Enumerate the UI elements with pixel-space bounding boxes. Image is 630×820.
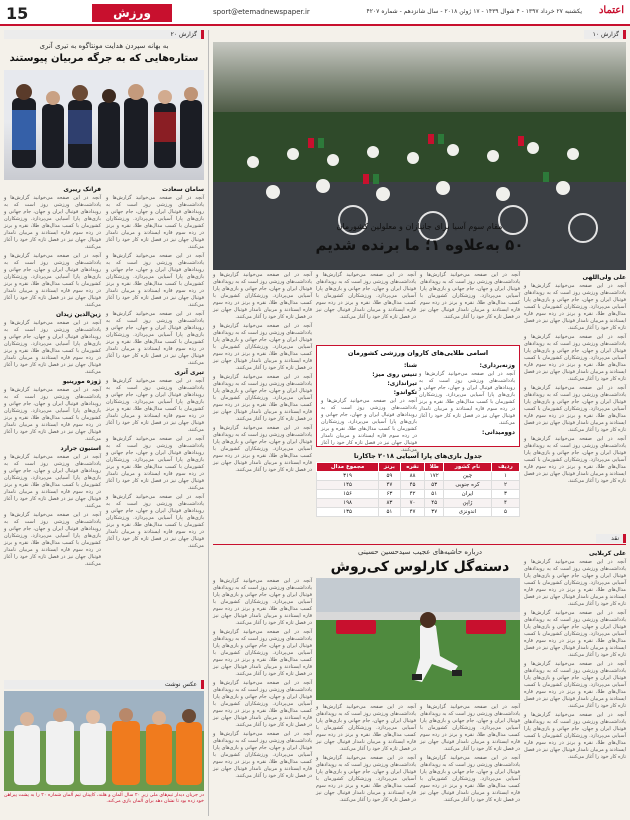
medal-table-cell: ۳۱۹: [317, 472, 379, 481]
left-body-5: آنچه در این صفحه می‌خوانید گزارش‌ها و یادداشت‌های ورزشی روز است که به رویدادهای فوتبال ایران و جهان، جام جهانی و بازی‌های پارا آسیایی می‌پردازد. ورزشکاران کشورمان با کسب مدال‌های طلا، نقره و برنز در رده سوم قاره ایستادند و مربیان نامدار فوتبال جهان نیز در فصل تازه کار خود را آغاز می‌کنند.: [4, 454, 101, 509]
left-body-9: آنچه در این صفحه می‌خوانید گزارش‌ها و یادداشت‌های ورزشی روز است که به رویدادهای فوتبال ایران و جهان، جام جهانی و بازی‌های پارا آسیایی می‌پردازد. ورزشکاران کشورمان با کسب مدال‌های طلا، نقره و برنز در رده سوم قاره ایستادند و مربیان نامدار فوتبال جهان نیز در فصل تازه کار خود را آغاز می‌کنند.: [106, 311, 204, 366]
lower-body-4: آنچه در این صفحه می‌خوانید گزارش‌ها و یادداشت‌های ورزشی روز است که به رویدادهای فوتبال ایران و جهان، جام جهانی و بازی‌های پارا آسیایی می‌پردازد. ورزشکاران کشورمان با کسب مدال‌های طلا، نقره و برنز در رده سوم قاره ایستادند و مربیان نامدار فوتبال جهان نیز در فصل تازه کار خود را آغاز می‌کنند.: [524, 712, 626, 760]
medal-table-block: [316, 452, 520, 517]
medal-table-cell: ۱۷۲: [425, 472, 444, 481]
lower-body-10: آنچه در این صفحه می‌خوانید گزارش‌ها و یادداشت‌های ورزشی روز است که به رویدادهای فوتبال ایران و جهان، جام جهانی و بازی‌های پارا آسیایی می‌پردازد. ورزشکاران کشورمان با کسب مدال‌های طلا، نقره و برنز در رده سوم قاره ایستادند و مربیان نامدار فوتبال جهان نیز در فصل تازه کار خود را آغاز می‌کنند.: [420, 755, 520, 803]
left-subhead-3: تیری آنری: [174, 369, 204, 376]
gold-box-line-5: تیراندازی:: [387, 380, 417, 387]
medal-table-cell: ایران: [444, 490, 492, 499]
medal-table-cell: ۷۰: [400, 499, 425, 508]
medal-table-cell: ۴۷: [400, 508, 425, 517]
medal-table-header: مجموع مدال: [317, 463, 379, 472]
medal-table-cell: چین: [444, 472, 492, 481]
medal-table-header: ردیف: [491, 463, 519, 472]
medal-table-cell: ۵۹: [379, 472, 401, 481]
critique-tag: نقد: [596, 534, 626, 543]
main-body-4: آنچه در این صفحه می‌خوانید گزارش‌ها و یادداشت‌های ورزشی روز است که به رویدادهای فوتبال ایران و جهان، جام جهانی و بازی‌های پارا آسیایی می‌پردازد. ورزشکاران کشورمان با کسب مدال‌های طلا، نقره و برنز در رده سوم قاره ایستادند و مربیان نامدار فوتبال جهان نیز در فصل تازه کار خود را آغاز می‌کنند.: [524, 436, 626, 484]
medal-table-header: برنز: [379, 463, 401, 472]
medal-table-cell: ۱۹۸: [317, 499, 379, 508]
main-col-2: [420, 272, 520, 342]
medal-table-row: [317, 472, 520, 481]
main-body-7: آنچه در این صفحه می‌خوانید گزارش‌ها و یادداشت‌های ورزشی روز است که به رویدادهای فوتبال ایران و جهان، جام جهانی و بازی‌های پارا آسیایی می‌پردازد. ورزشکاران کشورمان با کسب مدال‌های طلا، نقره و برنز در رده سوم قاره ایستادند و مربیان نامدار فوتبال جهان نیز در فصل تازه کار خود را آغاز می‌کنند.: [213, 272, 312, 320]
lower-body-11: آنچه در این صفحه می‌خوانید گزارش‌ها و یادداشت‌های ورزشی روز است که به رویدادهای فوتبال ایران و جهان، جام جهانی و بازی‌های پارا آسیایی می‌پردازد. ورزشکاران کشورمان با کسب مدال‌های طلا، نقره و برنز در رده سوم قاره ایستادند و مربیان نامدار فوتبال جهان نیز در فصل تازه کار خود را آغاز می‌کنند.: [316, 704, 416, 752]
medal-table-cell: ۱۳۵: [317, 508, 379, 517]
medal-table: [316, 462, 520, 517]
gold-box-line-3: شنا:: [403, 362, 417, 369]
gold-box-line-4: تنیس روی میز:: [372, 371, 417, 378]
gold-box-title: اسامی طلایی‌های کاروان ورزشی کشورمان: [347, 349, 489, 357]
main-body-5: آنچه در این صفحه می‌خوانید گزارش‌ها و یادداشت‌های ورزشی روز است که به رویدادهای فوتبال ایران و جهان، جام جهانی و بازی‌های پارا آسیایی می‌پردازد. ورزشکاران کشورمان با کسب مدال‌های طلا، نقره و برنز در رده سوم قاره ایستادند و مربیان نامدار فوتبال جهان نیز در فصل تازه کار خود را آغاز می‌کنند.: [420, 272, 520, 320]
lower-col-4: [213, 578, 312, 816]
gold-box-col-a: [419, 360, 515, 444]
medal-table-header: نقره: [400, 463, 425, 472]
left-subhead-4: ژوزه مورینیو: [62, 378, 101, 385]
medal-table-cell: ۲: [491, 481, 519, 490]
medal-table-row: [317, 508, 520, 517]
newspaper-logo: اعتماد: [598, 5, 624, 16]
page-header: [0, 0, 630, 26]
lower-col-2: [420, 704, 520, 816]
left-subhead-1: فرانک ریبری: [63, 186, 101, 193]
medal-table-cell: ۵۱: [425, 490, 444, 499]
section-email[interactable]: sport@etemadnewspaper.ir: [213, 8, 310, 16]
report-tag-left: گزارش ۲۰: [4, 30, 204, 39]
main-body-9: آنچه در این صفحه می‌خوانید گزارش‌ها و یادداشت‌های ورزشی روز است که به رویدادهای فوتبال ایران و جهان، جام جهانی و بازی‌های پارا آسیایی می‌پردازد. ورزشکاران کشورمان با کسب مدال‌های طلا، نقره و برنز در رده سوم قاره ایستادند و مربیان نامدار فوتبال جهان نیز در فصل تازه کار خود را آغاز می‌کنند.: [213, 374, 312, 422]
left-body-8: آنچه در این صفحه می‌خوانید گزارش‌ها و یادداشت‌های ورزشی روز است که به رویدادهای فوتبال ایران و جهان، جام جهانی و بازی‌های پارا آسیایی می‌پردازد. ورزشکاران کشورمان با کسب مدال‌های طلا، نقره و برنز در رده سوم قاره ایستادند و مربیان نامدار فوتبال جهان نیز در فصل تازه کار خود را آغاز می‌کنند.: [106, 253, 204, 308]
section-divider: [213, 544, 626, 545]
medal-table-cell: ۱۴۵: [317, 481, 379, 490]
medal-table-cell: ۵۳: [425, 481, 444, 490]
main-headline: ۵۰ به‌علاوه ۱؛ ما برنده شدیم: [315, 236, 524, 254]
medal-table-row: [317, 499, 520, 508]
lower-body-12: آنچه در این صفحه می‌خوانید گزارش‌ها و یادداشت‌های ورزشی روز است که به رویدادهای فوتبال ایران و جهان، جام جهانی و بازی‌های پارا آسیایی می‌پردازد. ورزشکاران کشورمان با کسب مدال‌های طلا، نقره و برنز در رده سوم قاره ایستادند و مربیان نامدار فوتبال جهان نیز در فصل تازه کار خود را آغاز می‌کنند.: [316, 755, 416, 803]
main-byline: علی ولی‌اللهی: [582, 274, 626, 281]
lower-body-5: آنچه در این صفحه می‌خوانید گزارش‌ها و یادداشت‌های ورزشی روز است که به رویدادهای فوتبال ایران و جهان، جام جهانی و بازی‌های پارا آسیایی می‌پردازد. ورزشکاران کشورمان با کسب مدال‌های طلا، نقره و برنز در رده سوم قاره ایستادند و مربیان نامدار فوتبال جهان نیز در فصل تازه کار خود را آغاز می‌کنند.: [213, 578, 312, 626]
medal-table-cell: ۸۸: [400, 472, 425, 481]
main-body-10: آنچه در این صفحه می‌خوانید گزارش‌ها و یادداشت‌های ورزشی روز است که به رویدادهای فوتبال ایران و جهان، جام جهانی و بازی‌های پارا آسیایی می‌پردازد. ورزشکاران کشورمان با کسب مدال‌های طلا، نقره و برنز در رده سوم قاره ایستادند و مربیان نامدار فوتبال جهان نیز در فصل تازه کار خود را آغاز می‌کنند.: [213, 425, 312, 473]
left-byline: سامان سعادت: [162, 186, 204, 193]
lower-kicker: درباره حاشیه‌های عجیب سیدحسین حسینی: [358, 548, 482, 556]
medal-table-cell: ۴۷: [379, 481, 401, 490]
lower-byline: علی کربلایی: [588, 550, 626, 557]
u20-match-photo: [4, 691, 204, 791]
main-body-1: آنچه در این صفحه می‌خوانید گزارش‌ها و یادداشت‌های ورزشی روز است که به رویدادهای فوتبال ایران و جهان، جام جهانی و بازی‌های پارا آسیایی می‌پردازد. ورزشکاران کشورمان با کسب مدال‌های طلا، نقره و برنز در رده سوم قاره ایستادند و مربیان نامدار فوتبال جهان نیز در فصل تازه کار خود را آغاز می‌کنند.: [524, 283, 626, 331]
lower-col-3: [316, 704, 416, 816]
left-body-12: آنچه در این صفحه می‌خوانید گزارش‌ها و یادداشت‌های ورزشی روز است که به رویدادهای فوتبال ایران و جهان، جام جهانی و بازی‌های پارا آسیایی می‌پردازد. ورزشکاران کشورمان با کسب مدال‌های طلا، نقره و برنز در رده سوم قاره ایستادند و مربیان نامدار فوتبال جهان نیز در فصل تازه کار خود را آغاز می‌کنند.: [106, 494, 204, 549]
left-body-6: آنچه در این صفحه می‌خوانید گزارش‌ها و یادداشت‌های ورزشی روز است که به رویدادهای فوتبال ایران و جهان، جام جهانی و بازی‌های پارا آسیایی می‌پردازد. ورزشکاران کشورمان با کسب مدال‌های طلا، نقره و برنز در رده سوم قاره ایستادند و مربیان نامدار فوتبال جهان نیز در فصل تازه کار خود را آغاز می‌کنند.: [4, 512, 101, 567]
main-kicker: مقام سوم آسیا برای جانبازان و معلولین کشورمان: [336, 222, 503, 231]
medal-table-title: جدول بازی‌های پارا آسیایی ۲۰۱۸ جاکارتا: [353, 452, 483, 460]
gold-box-line-1: وزنه‌برداری:: [479, 362, 515, 369]
left-body-10: آنچه در این صفحه می‌خوانید گزارش‌ها و یادداشت‌های ورزشی روز است که به رویدادهای فوتبال ایران و جهان، جام جهانی و بازی‌های پارا آسیایی می‌پردازد. ورزشکاران کشورمان با کسب مدال‌های طلا، نقره و برنز در رده سوم قاره ایستادند و مربیان نامدار فوتبال جهان نیز در فصل تازه کار خود را آغاز می‌کنند.: [106, 378, 204, 433]
left-subhead-5: استیون جرارد: [60, 445, 101, 452]
main-col-1: [524, 272, 626, 542]
lower-headline: دسته‌گل کارلوس کی‌روش: [330, 559, 510, 575]
lower-body-1: آنچه در این صفحه می‌خوانید گزارش‌ها و یادداشت‌های ورزشی روز است که به رویدادهای فوتبال ایران و جهان، جام جهانی و بازی‌های پارا آسیایی می‌پردازد. ورزشکاران کشورمان با کسب مدال‌های طلا، نقره و برنز در رده سوم قاره ایستادند و مربیان نامدار فوتبال جهان نیز در فصل تازه کار خود را آغاز می‌کنند.: [524, 559, 626, 607]
medal-table-cell: ۴۵: [425, 499, 444, 508]
section-label: ورزش: [92, 4, 172, 22]
lower-body-2: آنچه در این صفحه می‌خوانید گزارش‌ها و یادداشت‌های ورزشی روز است که به رویدادهای فوتبال ایران و جهان، جام جهانی و بازی‌های پارا آسیایی می‌پردازد. ورزشکاران کشورمان با کسب مدال‌های طلا، نقره و برنز در رده سوم قاره ایستادند و مربیان نامدار فوتبال جهان نیز در فصل تازه کار خود را آغاز می‌کنند.: [524, 610, 626, 658]
left-body-1: آنچه در این صفحه می‌خوانید گزارش‌ها و یادداشت‌های ورزشی روز است که به رویدادهای فوتبال ایران و جهان، جام جهانی و بازی‌های پارا آسیایی می‌پردازد. ورزشکاران کشورمان با کسب مدال‌های طلا، نقره و برنز در رده سوم قاره ایستادند و مربیان نامدار فوتبال جهان نیز در فصل تازه کار خود را آغاز می‌کنند.: [4, 195, 101, 250]
left-article-col-a: [4, 184, 101, 682]
lower-body-9: آنچه در این صفحه می‌خوانید گزارش‌ها و یادداشت‌های ورزشی روز است که به رویدادهای فوتبال ایران و جهان، جام جهانی و بازی‌های پارا آسیایی می‌پردازد. ورزشکاران کشورمان با کسب مدال‌های طلا، نقره و برنز در رده سوم قاره ایستادند و مربیان نامدار فوتبال جهان نیز در فصل تازه کار خود را آغاز می‌کنند.: [420, 704, 520, 752]
gold-box-text-2: آنچه در این صفحه می‌خوانید گزارش‌ها و یادداشت‌های ورزشی روز است که به رویدادهای فوتبال ایران و جهان، جام جهانی و بازی‌های پارا آسیایی می‌پردازد. ورزشکاران کشورمان با کسب مدال‌های طلا، نقره و برنز در رده سوم قاره ایستادند و مربیان نامدار فوتبال جهان نیز در فصل تازه کار خود را آغاز می‌کنند.: [321, 398, 417, 453]
medal-table-cell: اندونزی: [444, 508, 492, 517]
medal-table-cell: ۵: [491, 508, 519, 517]
medal-table-cell: ۸۳: [379, 499, 401, 508]
lower-col-1: [524, 548, 626, 816]
left-headline: ستاره‌هایی که به جرگه مربیان پیوستند: [9, 53, 199, 64]
gold-box-col-b: [321, 360, 417, 453]
column-divider: [208, 30, 209, 816]
medal-table-cell: ۴: [491, 499, 519, 508]
medal-table-header: نام کشور: [444, 463, 492, 472]
gold-box-line-6: تکواندو:: [393, 389, 417, 396]
medal-table-row: [317, 490, 520, 499]
left-body-7: آنچه در این صفحه می‌خوانید گزارش‌ها و یادداشت‌های ورزشی روز است که به رویدادهای فوتبال ایران و جهان، جام جهانی و بازی‌های پارا آسیایی می‌پردازد. ورزشکاران کشورمان با کسب مدال‌های طلا، نقره و برنز در رده سوم قاره ایستادند و مربیان نامدار فوتبال جهان نیز در فصل تازه کار خود را آغاز می‌کنند.: [106, 195, 204, 250]
medal-table-header: طلا: [425, 463, 444, 472]
medal-table-cell: ۴۲: [400, 490, 425, 499]
lower-body-7: آنچه در این صفحه می‌خوانید گزارش‌ها و یادداشت‌های ورزشی روز است که به رویدادهای فوتبال ایران و جهان، جام جهانی و بازی‌های پارا آسیایی می‌پردازد. ورزشکاران کشورمان با کسب مدال‌های طلا، نقره و برنز در رده سوم قاره ایستادند و مربیان نامدار فوتبال جهان نیز در فصل تازه کار خود را آغاز می‌کنند.: [213, 680, 312, 728]
lower-body-6: آنچه در این صفحه می‌خوانید گزارش‌ها و یادداشت‌های ورزشی روز است که به رویدادهای فوتبال ایران و جهان، جام جهانی و بازی‌های پارا آسیایی می‌پردازد. ورزشکاران کشورمان با کسب مدال‌های طلا، نقره و برنز در رده سوم قاره ایستادند و مربیان نامدار فوتبال جهان نیز در فصل تازه کار خود را آغاز می‌کنند.: [213, 629, 312, 677]
gold-box-line-2: دوومیدانی:: [482, 429, 515, 436]
left-body-3: آنچه در این صفحه می‌خوانید گزارش‌ها و یادداشت‌های ورزشی روز است که به رویدادهای فوتبال ایران و جهان، جام جهانی و بازی‌های پارا آسیایی می‌پردازد. ورزشکاران کشورمان با کسب مدال‌های طلا، نقره و برنز در رده سوم قاره ایستادند و مربیان نامدار فوتبال جهان نیز در فصل تازه کار خود را آغاز می‌کنند.: [4, 320, 101, 375]
player-sitting-photo: [316, 578, 520, 700]
page-number: 15: [6, 4, 29, 23]
main-body-6: آنچه در این صفحه می‌خوانید گزارش‌ها و یادداشت‌های ورزشی روز است که به رویدادهای فوتبال ایران و جهان، جام جهانی و بازی‌های پارا آسیایی می‌پردازد. ورزشکاران کشورمان با کسب مدال‌های طلا، نقره و برنز در رده سوم قاره ایستادند و مربیان نامدار فوتبال جهان نیز در فصل تازه کار خود را آغاز می‌کنند.: [316, 272, 416, 320]
left-body-2: آنچه در این صفحه می‌خوانید گزارش‌ها و یادداشت‌های ورزشی روز است که به رویدادهای فوتبال ایران و جهان، جام جهانی و بازی‌های پارا آسیایی می‌پردازد. ورزشکاران کشورمان با کسب مدال‌های طلا، نقره و برنز در رده سوم قاره ایستادند و مربیان نامدار فوتبال جهان نیز در فصل تازه کار خود را آغاز می‌کنند.: [4, 253, 101, 308]
left-article-col-b: [106, 184, 204, 682]
date-line: یکشنبه ۲۷ خرداد ۱۳۹۷ - ۴ شوال ۱۴۳۹ - ۱۷ ژوئن ۲۰۱۸ - سال شانزدهم - شماره ۴۲۰۷: [366, 8, 582, 15]
left-kicker: به بهانه سپردن هدایت مونتاگوه به تیری آنری: [39, 42, 169, 50]
medal-table-cell: ۶۳: [379, 490, 401, 499]
medal-table-cell: ژاپن: [444, 499, 492, 508]
medal-table-row: [317, 481, 520, 490]
medal-table-cell: ۱۵۶: [317, 490, 379, 499]
photo-caption: در جریان دیدار تیم‌های ملی زیر ۲۰ سال آلمان و هلند، کاپیتان تیم آلمان شماره ۲۰ را به پشت پیراهن خود زده بود تا نشان دهد برای آلمان بازی می‌کند.: [4, 793, 204, 804]
main-col-3: [316, 272, 416, 342]
left-subhead-2: زین‌الدین زیدان: [56, 311, 101, 318]
medal-table-cell: ۳۷: [425, 508, 444, 517]
medal-table-cell: ۱: [491, 472, 519, 481]
medal-table-cell: ۵۱: [379, 508, 401, 517]
medal-table-cell: ۳: [491, 490, 519, 499]
coaches-photo: [4, 70, 204, 180]
lower-body-8: آنچه در این صفحه می‌خوانید گزارش‌ها و یادداشت‌های ورزشی روز است که به رویدادهای فوتبال ایران و جهان، جام جهانی و بازی‌های پارا آسیایی می‌پردازد. ورزشکاران کشورمان با کسب مدال‌های طلا، نقره و برنز در رده سوم قاره ایستادند و مربیان نامدار فوتبال جهان نیز در فصل تازه کار خود را آغاز می‌کنند.: [213, 731, 312, 779]
main-body-3: آنچه در این صفحه می‌خوانید گزارش‌ها و یادداشت‌های ورزشی روز است که به رویدادهای فوتبال ایران و جهان، جام جهانی و بازی‌های پارا آسیایی می‌پردازد. ورزشکاران کشورمان با کسب مدال‌های طلا، نقره و برنز در رده سوم قاره ایستادند و مربیان نامدار فوتبال جهان نیز در فصل تازه کار خود را آغاز می‌کنند.: [524, 385, 626, 433]
gold-box-text-1: آنچه در این صفحه می‌خوانید گزارش‌ها و یادداشت‌های ورزشی روز است که به رویدادهای فوتبال ایران و جهان، جام جهانی و بازی‌های پارا آسیایی می‌پردازد. ورزشکاران کشورمان با کسب مدال‌های طلا، نقره و برنز در رده سوم قاره ایستادند و مربیان نامدار فوتبال جهان نیز در فصل تازه کار خود را آغاز می‌کنند.: [419, 371, 515, 426]
left-body-11: آنچه در این صفحه می‌خوانید گزارش‌ها و یادداشت‌های ورزشی روز است که به رویدادهای فوتبال ایران و جهان، جام جهانی و بازی‌های پارا آسیایی می‌پردازد. ورزشکاران کشورمان با کسب مدال‌های طلا، نقره و برنز در رده سوم قاره ایستادند و مربیان نامدار فوتبال جهان نیز در فصل تازه کار خود را آغاز می‌کنند.: [106, 436, 204, 491]
main-body-8: آنچه در این صفحه می‌خوانید گزارش‌ها و یادداشت‌های ورزشی روز است که به رویدادهای فوتبال ایران و جهان، جام جهانی و بازی‌های پارا آسیایی می‌پردازد. ورزشکاران کشورمان با کسب مدال‌های طلا، نقره و برنز در رده سوم قاره ایستادند و مربیان نامدار فوتبال جهان نیز در فصل تازه کار خود را آغاز می‌کنند.: [213, 323, 312, 371]
medal-table-cell: ۴۵: [400, 481, 425, 490]
photo-caption-tag: عکس نوشت: [4, 680, 204, 689]
lower-body-3: آنچه در این صفحه می‌خوانید گزارش‌ها و یادداشت‌های ورزشی روز است که به رویدادهای فوتبال ایران و جهان، جام جهانی و بازی‌های پارا آسیایی می‌پردازد. ورزشکاران کشورمان با کسب مدال‌های طلا، نقره و برنز در رده سوم قاره ایستادند و مربیان نامدار فوتبال جهان نیز در فصل تازه کار خود را آغاز می‌کنند.: [524, 661, 626, 709]
medal-table-cell: کره جنوبی: [444, 481, 492, 490]
report-tag-main: گزارش ۱۰: [584, 30, 626, 39]
gold-medalists-box: [316, 345, 520, 453]
main-col-4: [213, 272, 312, 542]
left-body-4: آنچه در این صفحه می‌خوانید گزارش‌ها و یادداشت‌های ورزشی روز است که به رویدادهای فوتبال ایران و جهان، جام جهانی و بازی‌های پارا آسیایی می‌پردازد. ورزشکاران کشورمان با کسب مدال‌های طلا، نقره و برنز در رده سوم قاره ایستادند و مربیان نامدار فوتبال جهان نیز در فصل تازه کار خود را آغاز می‌کنند.: [4, 387, 101, 442]
main-body-2: آنچه در این صفحه می‌خوانید گزارش‌ها و یادداشت‌های ورزشی روز است که به رویدادهای فوتبال ایران و جهان، جام جهانی و بازی‌های پارا آسیایی می‌پردازد. ورزشکاران کشورمان با کسب مدال‌های طلا، نقره و برنز در رده سوم قاره ایستادند و مربیان نامدار فوتبال جهان نیز در فصل تازه کار خود را آغاز می‌کنند.: [524, 334, 626, 382]
